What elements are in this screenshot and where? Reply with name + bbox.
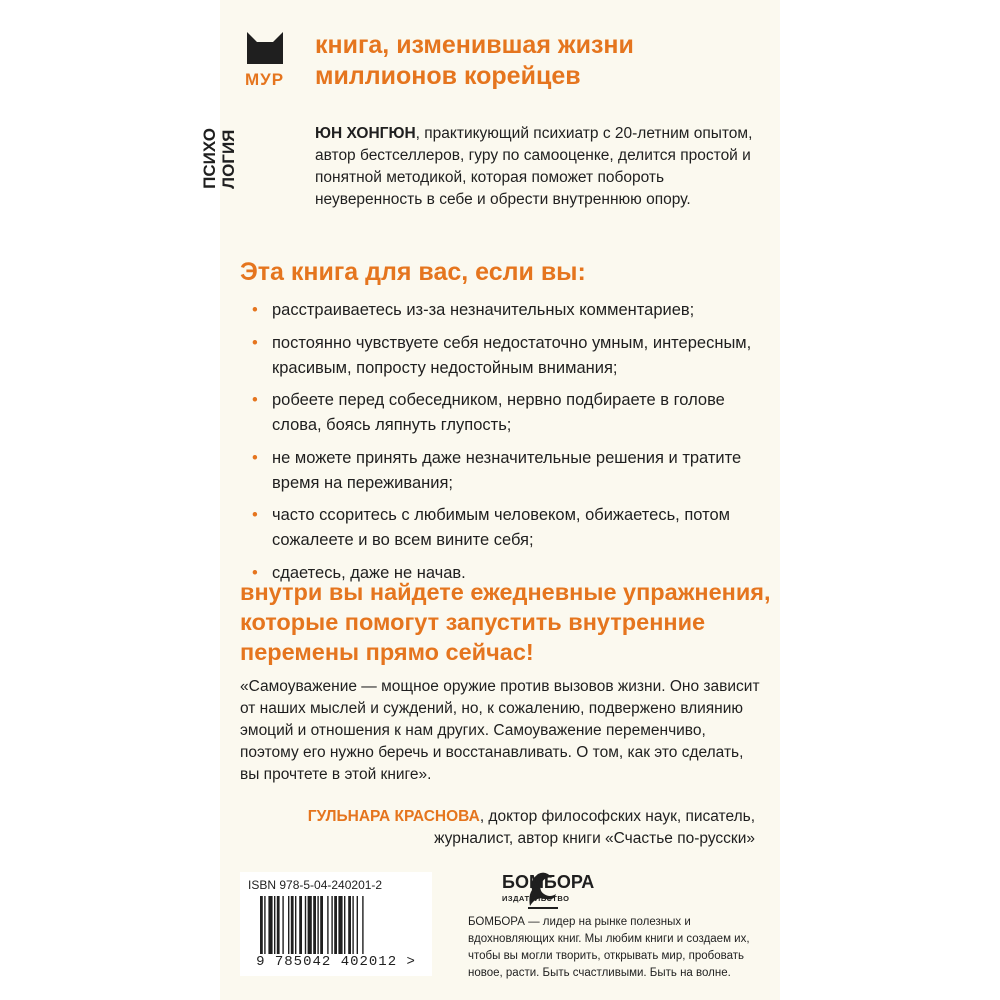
ean-digits: 9 785042 402012 >	[256, 954, 416, 970]
attribution-text: , доктор философских наук, писатель, журналист, автор книги «Счастье по-русски»	[434, 808, 755, 847]
list-item: • робеете перед собеседником, нервно подбираете в голове слова, боясь ляпнуть глупость;	[240, 388, 760, 438]
intro-text: , практикующий психиатр с 20-летним опытом, автор бестселлеров, гуру по самооценке, делится простой и понятной методикой, которая поможет побороть неуверенность в себе и обрести внутреннюю опору.	[315, 125, 753, 208]
logo-psychology: ПСИХО ЛОГИЯ	[200, 128, 238, 189]
publisher-description: БОМБОРА — лидер на рынке полезных и вдохновляющих книг. Мы любим книги и создаем их, чтобы вы могли творить, открывать мир, пробовать новое, расти. Быть счастливыми. Быть на волне.	[468, 916, 750, 979]
quote: «Самоуважение — мощное оружие против вызовов жизни. Оно зависит от наших мыслей и суждений, но, к сожалению, подвержено влиянию эмоций и отношения к нам других. Самоуважение переменчиво, поэтому его нужно беречь и восстанавливать. О том, как это сделать, вы прочтете в этой книге».	[240, 678, 760, 783]
bullet-icon: •	[252, 301, 258, 319]
list-item: • часто ссоритесь с любимым человеком, обижаетесь, потом сожалеете и во всем вините себя;	[240, 503, 760, 553]
cat-ears-icon	[245, 28, 285, 64]
headline: книга, изменившая жизни миллионов корейцев	[315, 31, 634, 90]
mur-psychology-logo	[200, 28, 291, 189]
quote-attribution	[300, 806, 755, 850]
list-item: • постоянно чувствуете себя недостаточно умным, интересным, красивым, попросту недостойным внимания;	[240, 331, 760, 381]
barcode-bars	[258, 896, 418, 954]
bullet-icon: •	[252, 448, 258, 467]
bullet-icon: •	[252, 391, 258, 409]
bullet-icon: •	[252, 506, 258, 524]
audience-list	[240, 298, 760, 593]
list-item: • расстраиваетесь из-за незначительных комментариев;	[240, 298, 760, 323]
publisher-name: БОМБОРА	[502, 872, 595, 892]
attribution-name: ГУЛЬНАРА КРАСНОВА	[307, 808, 480, 825]
publisher-subtitle: ИЗДАТЕЛЬСТВО	[502, 894, 570, 903]
isbn-label: ISBN 978-5-04-240201-2	[248, 878, 383, 892]
inside-callout: внутри вы найдете ежедневные упражнения, которые помогут запустить внутренние перемены прямо сейчас!	[240, 579, 771, 665]
barcode	[240, 872, 432, 976]
author-name: ЮН ХОНГЮН	[315, 125, 416, 142]
list-item: • не можете принять даже незначительные решения и тратите время на переживания;	[240, 446, 760, 496]
bullet-icon: •	[252, 563, 258, 582]
bullet-icon: •	[252, 333, 258, 352]
logo-mur: МУР	[245, 70, 285, 89]
list-item: • сдаетесь, даже не начав.	[240, 561, 760, 586]
audience-subhead: Эта книга для вас, если вы:	[240, 258, 586, 286]
intro-paragraph	[315, 123, 775, 211]
